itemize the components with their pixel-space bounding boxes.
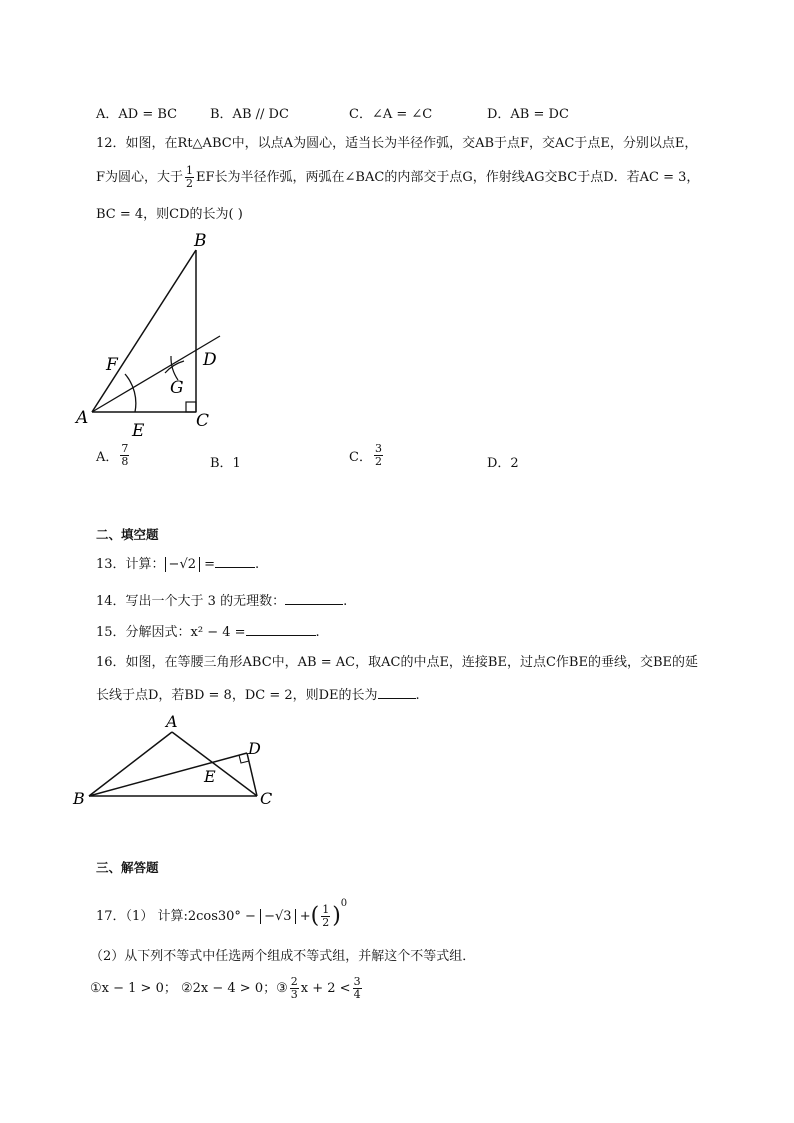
q17-part-1: 17．（1） 计算:2cos30° − −√3 +( $\frac{1}{2}$ )$^0$: [96, 898, 348, 929]
section-fill-blank-title: 二、填空题: [96, 527, 159, 542]
q16-line-2: 长线于点D，若BD = 8，DC = 2，则DE的长为 .: [96, 688, 420, 703]
label-c: C: [260, 789, 273, 808]
section-answer-title: 三、解答题: [96, 860, 159, 875]
q13: 13．计算： −√2 = .: [96, 557, 260, 572]
label-b: B: [194, 231, 207, 251]
q13-blank[interactable]: [215, 555, 255, 568]
label-e: E: [132, 421, 145, 441]
q11-option-d: D．AB = DC: [487, 107, 569, 122]
q12-triangle-figure: [70, 228, 240, 443]
arc-fe: [125, 374, 136, 412]
q12-option-d: D．2: [487, 456, 519, 471]
q12-line-2-pre-text: F为圆心，大于: [96, 170, 184, 185]
q14-blank[interactable]: [285, 592, 343, 605]
segment-ac: [172, 732, 257, 796]
arc-g-1: [171, 356, 178, 380]
q15: 15．分解因式：x² − 4 = .: [96, 625, 320, 640]
q16-line-1: 16．如图，在等腰三角形ABC中，AB = AC，取AC的中点E，连接BE，过点C作BE的垂线，交BE的延: [96, 655, 699, 670]
segment-bd: [89, 753, 247, 796]
segment-ab: [89, 732, 172, 796]
q13-abs: −√2: [165, 557, 200, 572]
label-d: D: [248, 739, 261, 758]
q12-line-2-post: EF长为半径作弧，两弧在∠BAC的内部交于点G，作射线AG交BC于点D．若AC = 3，: [196, 170, 700, 185]
q17-inequalities: ①x − 1 > 0； ②2x − 4 > 0；③ $\frac{2}{3}$ x + 2 < $\frac{3}{4}$: [90, 975, 361, 1001]
q15-blank[interactable]: [246, 623, 316, 636]
q12-line-2: [96, 165, 699, 190]
q16-triangle-figure: [70, 712, 285, 812]
q12-option-a: A． $\frac{7}{8}$: [96, 442, 129, 468]
q11-option-a: A．AD = BC: [96, 107, 178, 122]
q14: 14．写出一个大于 3 的无理数： .: [96, 594, 348, 609]
label-b: B: [73, 789, 85, 808]
q11-option-c: C．∠A = ∠C: [349, 107, 433, 122]
q12-option-c: C． $\frac{3}{2}$: [349, 442, 382, 468]
q12-line-3: BC = 4，则CD的长为( ): [96, 207, 243, 222]
q12-line-1: 12．如图，在Rt△ABC中，以点A为圆心，适当长为半径作弧，交AB于点F，交AC于点E，分别以点E，: [96, 136, 698, 151]
right-angle-mark: [186, 402, 196, 412]
label-g: G: [170, 378, 184, 398]
q12-option-b: B．1: [210, 456, 241, 471]
q12-fraction: $\frac{1}{2}$: [186, 164, 194, 190]
label-a: A: [166, 712, 178, 731]
label-d: D: [203, 350, 217, 370]
q17-abs: −√3: [260, 909, 295, 924]
q16-blank[interactable]: [378, 686, 416, 699]
q11-option-b: B．AB // DC: [210, 107, 289, 122]
label-a: A: [76, 408, 89, 428]
label-f: F: [106, 355, 118, 375]
label-e: E: [204, 767, 216, 786]
label-c: C: [196, 411, 210, 431]
q17-part-2: （2）从下列不等式中任选两个组成不等式组，并解这个不等式组．: [90, 949, 476, 964]
